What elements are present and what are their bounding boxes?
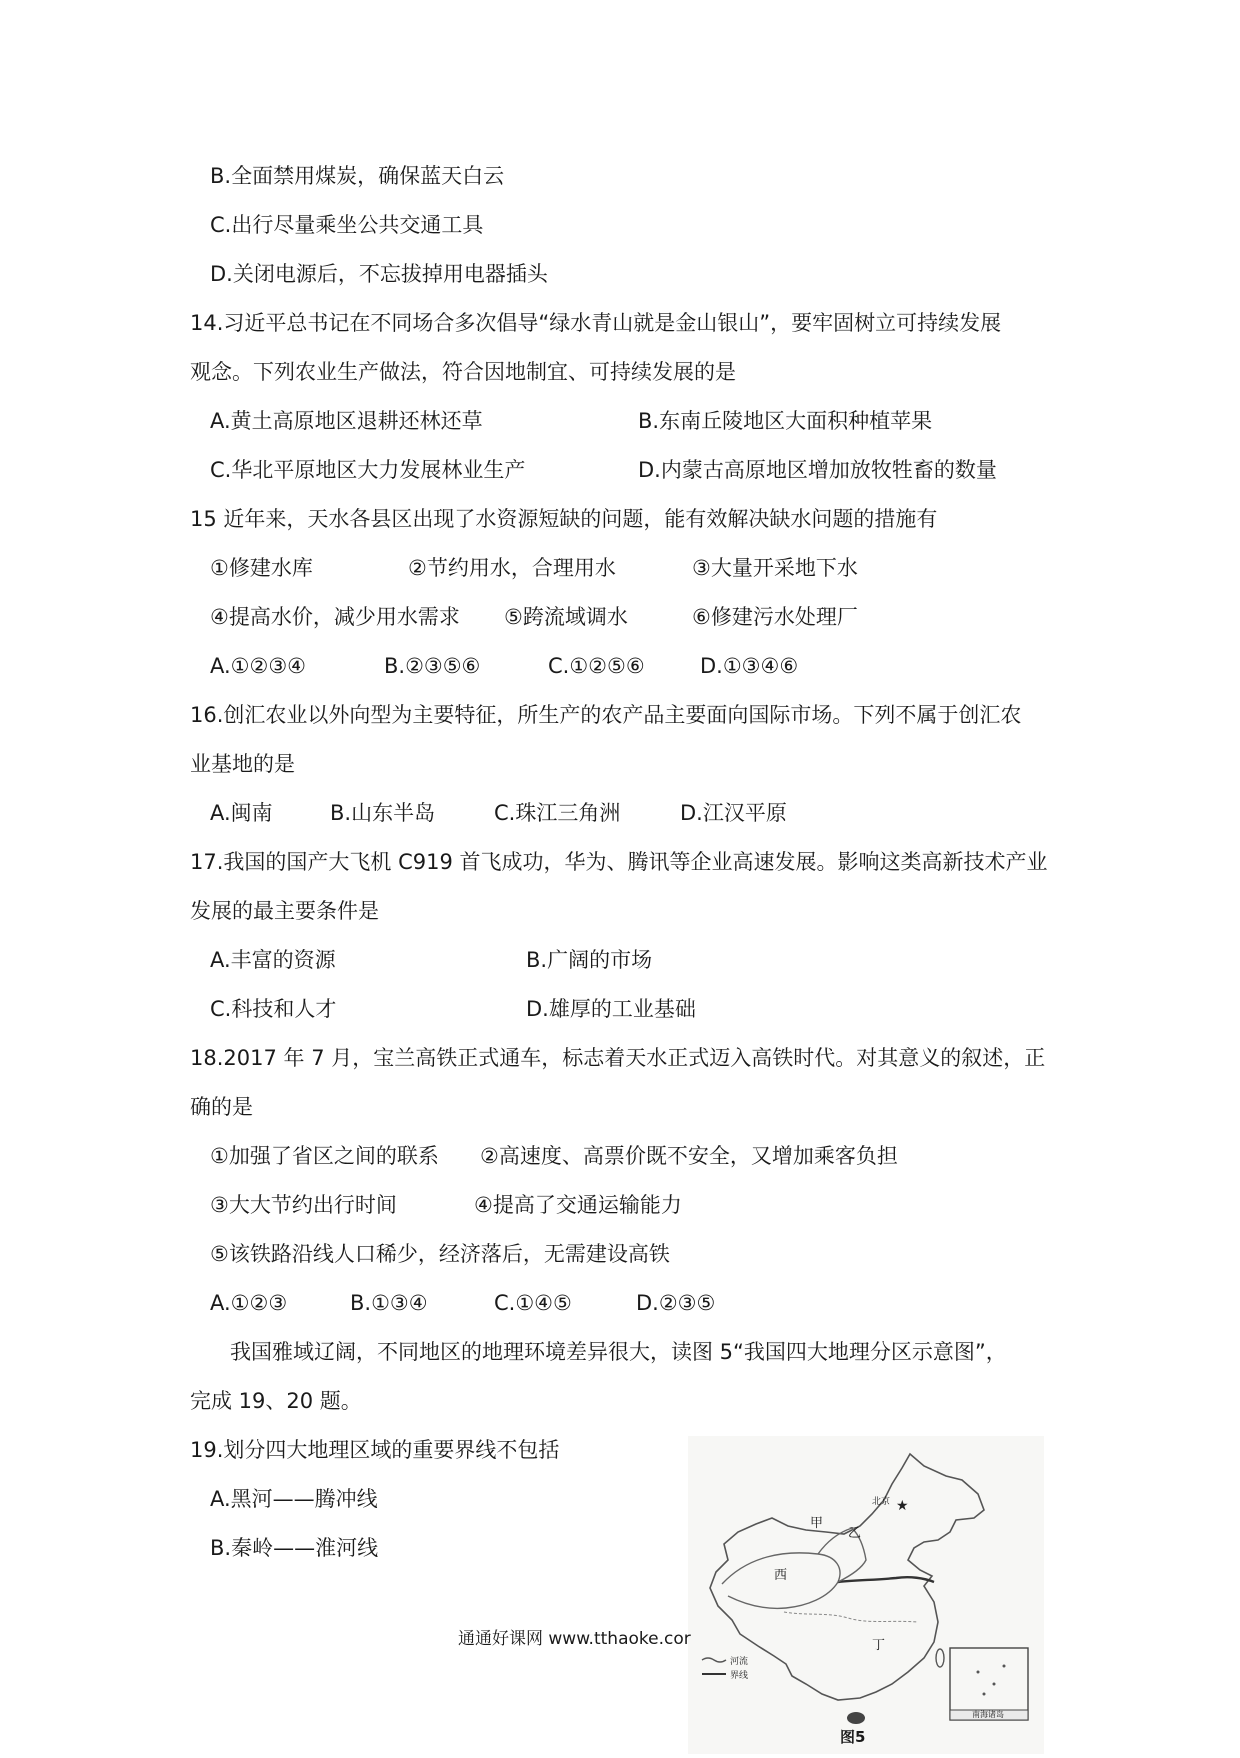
q18-stem-line-2: 确的是 (190, 1095, 253, 1119)
inset-island-dot (993, 1683, 996, 1686)
region-label-jia: 甲 (810, 1516, 824, 1531)
q15-option-a: A.①②③④ (210, 654, 306, 678)
q13-option-d: D.关闭电源后，不忘拔掉用电器插头 (210, 262, 548, 286)
legend-river-label: 河流 (730, 1657, 749, 1667)
q19-option-a: A.黑河——腾冲线 (210, 1487, 378, 1511)
figure-5-map (688, 1436, 1044, 1754)
q14-option-a: A.黄土高原地区退耕还林还草 (210, 409, 483, 433)
q15-stem: 15 近年来，天水各县区出现了水资源短缺的问题，能有效解决缺水问题的措施有 (190, 507, 938, 531)
beijing-star-icon: ★ (896, 1498, 909, 1514)
q18-item-5: ⑤该铁路沿线人口稀少，经济落后，无需建设高铁 (210, 1242, 670, 1266)
q17-option-b: B.广阔的市场 (526, 948, 653, 972)
footer-watermark: 通通好课网 www.tthaoke.cor (458, 1629, 691, 1649)
inset-island-dot (977, 1671, 980, 1674)
q16-option-c: C.珠江三角洲 (494, 801, 621, 825)
q16-option-d: D.江汉平原 (680, 801, 787, 825)
q16-stem-line-2: 业基地的是 (190, 752, 295, 776)
q18-option-d: D.②③⑤ (636, 1291, 716, 1315)
intro-line-2: 完成 19、20 题。 (190, 1389, 362, 1413)
q18-stem-line-1: 18.2017 年 7 月，宝兰高铁正式通车，标志着天水正式迈入高铁时代。对其意义的叙述，正 (190, 1046, 1046, 1070)
q15-item-3: ③大量开采地下水 (692, 556, 858, 580)
inset-island-dot (1003, 1665, 1006, 1668)
q15-item-5: ⑤跨流域调水 (504, 605, 628, 629)
q19-stem: 19.划分四大地理区域的重要界线不包括 (190, 1438, 560, 1462)
q15-item-2: ②节约用水，合理用水 (408, 556, 616, 580)
q15-option-c: C.①②⑤⑥ (548, 654, 645, 678)
q14-option-b: B.东南丘陵地区大面积种植苹果 (638, 409, 933, 433)
q17-stem-line-2: 发展的最主要条件是 (190, 899, 379, 923)
q15-item-4: ④提高水价，减少用水需求 (210, 605, 460, 629)
inset-island-dot (983, 1693, 986, 1696)
region-label-yi: 乙 (848, 1526, 862, 1541)
q14-stem-line-2: 观念。下列农业生产做法，符合因地制宜、可持续发展的是 (190, 360, 736, 384)
q14-option-d: D.内蒙古高原地区增加放牧牲畜的数量 (638, 458, 997, 482)
q13-option-c: C.出行尽量乘坐公共交通工具 (210, 213, 484, 237)
q15-option-d: D.①③④⑥ (700, 654, 799, 678)
q15-item-6: ⑥修建污水处理厂 (692, 605, 858, 629)
q18-item-4: ④提高了交通运输能力 (474, 1193, 682, 1217)
legend-boundary-label: 界线 (730, 1671, 749, 1681)
figure-caption: 图5 (840, 1728, 866, 1746)
q16-option-b: B.山东半岛 (330, 801, 436, 825)
hainan-island (847, 1712, 865, 1724)
q17-option-d: D.雄厚的工业基础 (526, 997, 696, 1021)
q13-option-b: B.全面禁用煤炭，确保蓝天白云 (210, 164, 505, 188)
china-map-svg (688, 1436, 1044, 1754)
q18-item-2: ②高速度、高票价既不安全，又增加乘客负担 (480, 1144, 898, 1168)
q14-option-c: C.华北平原地区大力发展林业生产 (210, 458, 526, 482)
q16-option-a: A.闽南 (210, 801, 273, 825)
q18-item-3: ③大大节约出行时间 (210, 1193, 397, 1217)
q17-stem-line-1: 17.我国的国产大飞机 C919 首飞成功，华为、腾讯等企业高速发展。影响这类高新技术产业 (190, 850, 1048, 874)
q18-item-1: ①加强了省区之间的联系 (210, 1144, 439, 1168)
q18-option-a: A.①②③ (210, 1291, 288, 1315)
q16-stem-line-1: 16.创汇农业以外向型为主要特征，所生产的农产品主要面向国际市场。下列不属于创汇农 (190, 703, 1022, 727)
q17-option-c: C.科技和人才 (210, 997, 337, 1021)
q17-option-a: A.丰富的资源 (210, 948, 336, 972)
q15-option-b: B.②③⑤⑥ (384, 654, 481, 678)
q19-option-b: B.秦岭——淮河线 (210, 1536, 379, 1560)
intro-line-1: 我国雅域辽阔，不同地区的地理环境差异很大，读图 5“我国四大地理分区示意图”， (230, 1340, 1007, 1364)
inset-label: 南海诸岛 (972, 1710, 1004, 1719)
figure-background (688, 1436, 1044, 1754)
q18-option-c: C.①④⑤ (494, 1291, 572, 1315)
q15-item-1: ①修建水库 (210, 556, 313, 580)
region-label-ding: 丁 (872, 1638, 886, 1653)
city-label-beijing: 北京 (872, 1497, 891, 1507)
region-label-xi: 西 (774, 1568, 788, 1583)
q14-stem-line-1: 14.习近平总书记在不同场合多次倡导“绿水青山就是金山银山”，要牢固树立可持续发展 (190, 311, 1002, 335)
q18-option-b: B.①③④ (350, 1291, 428, 1315)
